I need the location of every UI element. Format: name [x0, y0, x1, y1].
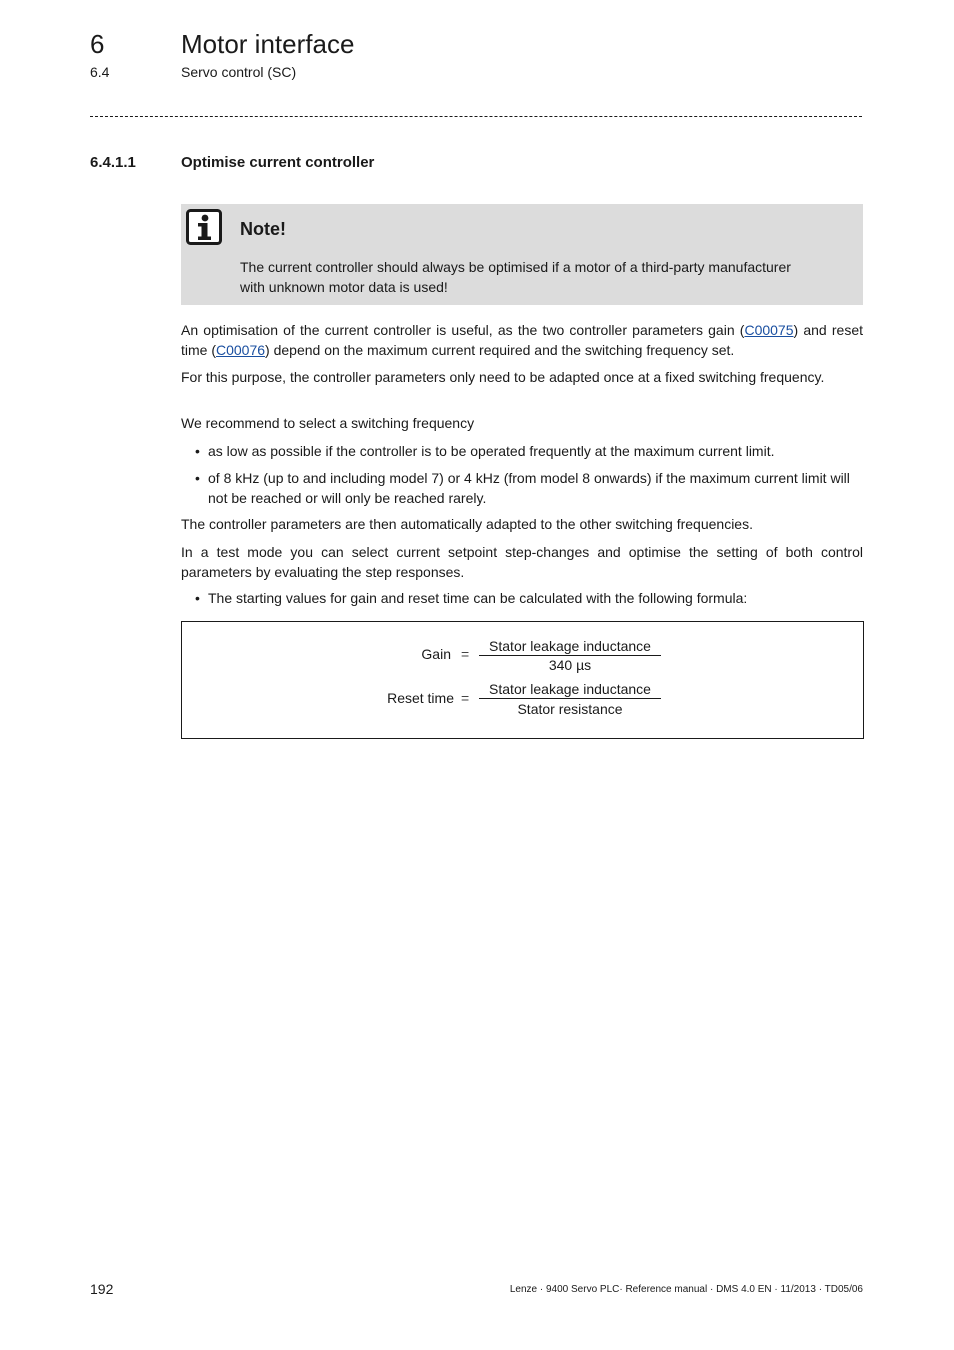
heading-number: 6.4.1.1: [90, 154, 136, 171]
header-divider: [90, 116, 862, 117]
paragraph-intro: [181, 321, 863, 360]
formula-box: [181, 621, 864, 739]
formula-gain-equals: =: [461, 646, 470, 662]
paragraph-purpose: For this purpose, the controller parameters only need to be adapted once at a fixed switching frequency.: [181, 369, 825, 385]
formula-gain-denominator: 340 µs: [548, 657, 592, 673]
page-number: 192: [90, 1281, 114, 1297]
note-title: Note!: [240, 219, 286, 239]
bullet-text: as low as possible if the controller is to be operated frequently at the maximum current limit.: [208, 443, 775, 459]
paragraph-intro-part3: ) depend on the maximum current required and the switching frequency set.: [265, 341, 735, 358]
formula-reset-label: Reset time: [387, 690, 454, 706]
link-c00075[interactable]: C00075: [744, 322, 794, 338]
paragraph-intro-part2: ) and reset time (: [181, 322, 863, 358]
paragraph-adapt: The controller parameters are then automatically adapted to the other switching frequencies.: [181, 516, 753, 532]
bullet-marker: •: [195, 443, 200, 459]
heading-title: Optimise current controller: [181, 154, 375, 171]
chapter-title: Motor interface: [181, 29, 355, 59]
chapter-number: 6: [90, 29, 105, 59]
paragraph-intro-part1: An optimisation of the current controller is useful, as the two controller parameters gain (: [181, 322, 745, 338]
formula-reset-equals: =: [461, 690, 470, 706]
bullet-marker: •: [195, 470, 200, 486]
note-box: [181, 204, 863, 305]
bullet-text: The starting values for gain and reset time can be calculated with the following formula:: [208, 590, 748, 606]
paragraph-recommend: We recommend to select a switching frequency: [181, 415, 475, 431]
bullet-marker: •: [195, 590, 200, 606]
paragraph-test-mode: In a test mode you can select current setpoint step-changes and optimise the setting of both control parameters by evaluating the step responses.: [181, 544, 863, 580]
formula-reset-denominator: Stator resistance: [517, 701, 623, 717]
formula-gain-numerator: Stator leakage inductance: [479, 637, 661, 656]
footer-info: Lenze · 9400 Servo PLC· Reference manual · DMS 4.0 EN · 11/2013 · TD05/06: [509, 1284, 863, 1295]
note-text: The current controller should always be optimised if a motor of a third-party manufacturer with unknown motor data is used!: [240, 259, 791, 295]
link-c00076[interactable]: C00076: [216, 341, 266, 358]
section-title: Servo control (SC): [181, 64, 297, 80]
bullet-text: of 8 kHz (up to and including model 7) or 4 kHz (from model 8 onwards) if the maximum current limit will not be reached or will only be reached rarely.: [208, 470, 850, 506]
section-number: 6.4: [90, 64, 110, 80]
info-icon: [186, 209, 222, 245]
formula-reset-numerator: Stator leakage inductance: [479, 680, 661, 699]
formula-gain-label: Gain: [421, 646, 451, 662]
